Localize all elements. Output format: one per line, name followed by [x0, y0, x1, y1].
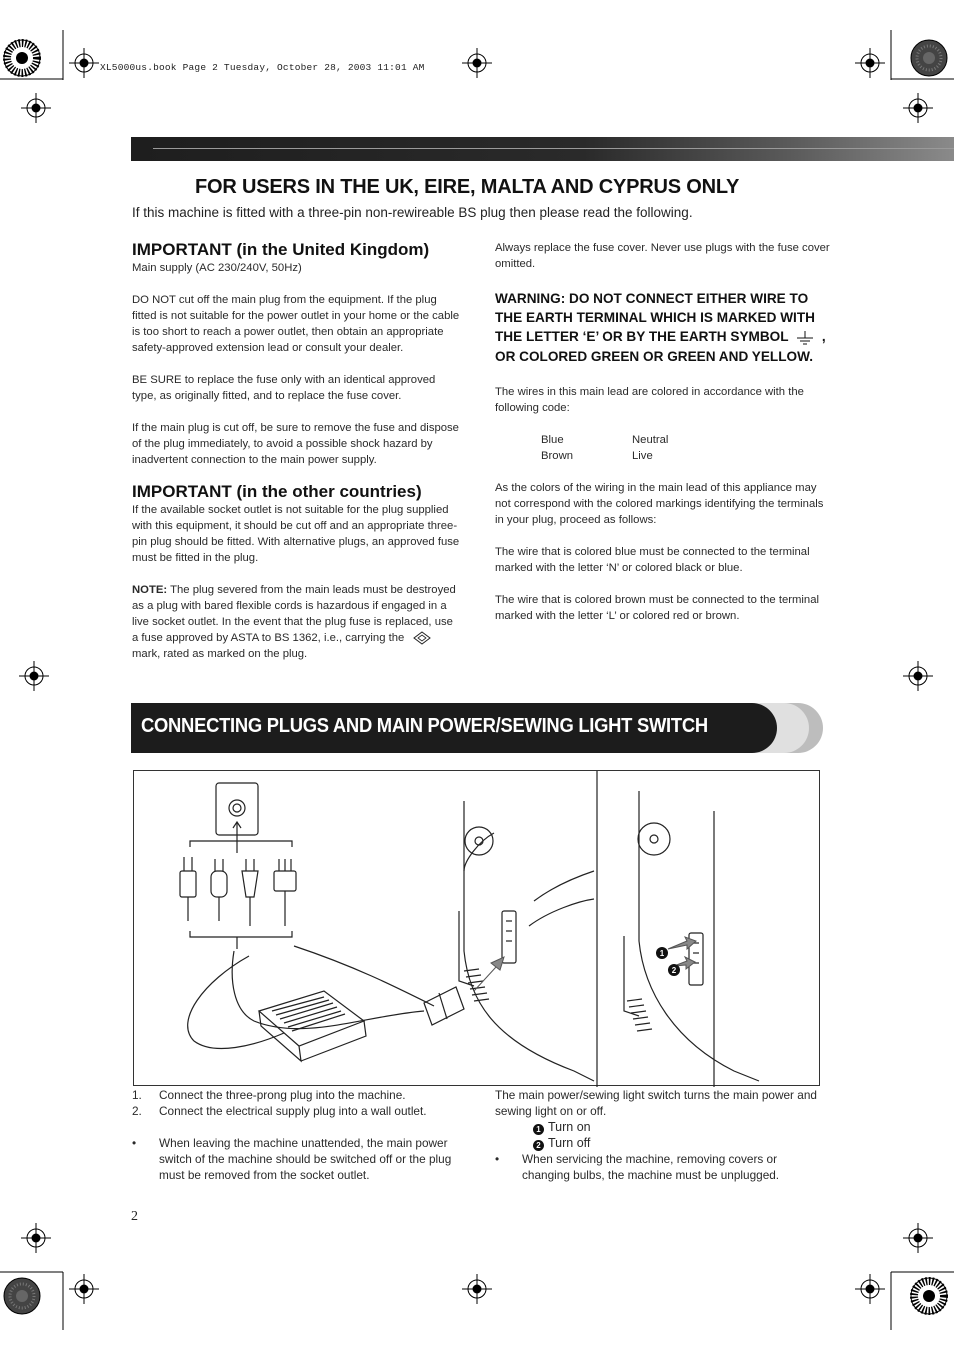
earth-symbol-icon: [792, 331, 818, 345]
wire-row: Brown Live: [541, 449, 653, 462]
callout-1: 1: [659, 949, 665, 958]
wire-row: Blue Neutral: [541, 433, 669, 446]
connection-diagram: [134, 771, 821, 1087]
section-header-bar: [131, 703, 823, 753]
steps-list: [132, 1087, 462, 1183]
para-blue-wire: The wire that is colored blue must be connected to the terminal marked with the letter ‘N’ or colored black or blue.: [495, 545, 810, 574]
list-item: 2. Connect the electrical supply plug into a wall outlet.: [132, 1104, 427, 1118]
note-text-a: The plug severed from the main leads must be destroyed as a plug with bared flexible cords is hazardous if engaged in a live socket outlet. In the event that the plug fuse is replaced, use a fuse approved by ASTA to BS 1362, i.e., carrying the: [132, 584, 456, 644]
switch-item-on: 1 Turn on: [533, 1119, 825, 1135]
page-number: 2: [131, 1209, 138, 1224]
list-item: • When servicing the machine, removing covers or changing bulbs, the machine must be unplugged.: [495, 1151, 825, 1183]
uk-section-intro: If this machine is fitted with a three-pin non-rewireable BS plug then please read the following.: [132, 205, 693, 220]
steps-column: [132, 1087, 462, 1183]
uk-section-title: FOR USERS IN THE UK, EIRE, MALTA AND CYPRUS ONLY: [195, 176, 740, 198]
list-item: • When leaving the machine unattended, the main power switch of the machine should be switched off or the plug must be removed from the socket outlet.: [132, 1135, 462, 1183]
main-supply-text: Main supply (AC 230/240V, 50Hz): [132, 262, 302, 274]
note-text-b: mark, rated as marked on the plug.: [132, 648, 308, 660]
warning-text-a: WARNING: DO NOT CONNECT EITHER WIRE TO THE EARTH TERMINAL WHICH IS MARKED WITH THE LETTER ‘E’ OR BY THE EARTH SYMBOL: [495, 291, 815, 345]
switch-intro: The main power/sewing light switch turns the main power and sewing light on or off.: [495, 1088, 817, 1118]
switch-items: [533, 1119, 825, 1151]
warning-text-b: , OR COLORED GREEN OR GREEN AND YELLOW.: [495, 329, 826, 364]
unattended-warning: When leaving the machine unattended, the main power switch of the machine should be switched off or the plug must be removed from the socket outlet.: [159, 1136, 452, 1182]
asta-mark-icon: [407, 631, 437, 645]
heading-important-other: IMPORTANT (in the other countries): [132, 482, 422, 501]
top-decorative-band: [131, 137, 954, 161]
callout-icon: 1: [533, 1124, 544, 1135]
callout-icon: 2: [533, 1140, 544, 1151]
para-do-not-cut: DO NOT cut off the main plug from the equipment. If the plug fitted is not suitable for the power outlet in your home or the cable is too short to reach a power outlet, then obtain an appropriate safety-approved extension lead or consult your dealer.: [132, 294, 460, 354]
section-title-connecting-plugs: CONNECTING PLUGS AND MAIN POWER/SEWING LIGHT SWITCH: [141, 715, 708, 737]
warning-earth-terminal: [495, 289, 830, 366]
para-fuse-cover: Always replace the fuse cover. Never use plugs with the fuse cover omitted.: [495, 242, 830, 270]
left-column: [132, 240, 462, 678]
para-wiring-colors: As the colors of the wiring in the main lead of this appliance may not correspond with the colored markings identifying the terminals in your plug, proceed as follows:: [495, 481, 824, 526]
para-plug-cut-off: If the main plug is cut off, be sure to remove the fuse and dispose of the plug immediately, to avoid a possible shock hazard by inadvertent connection to the main power supply.: [132, 422, 459, 466]
callout-2: 2: [671, 966, 677, 975]
note-label: NOTE:: [132, 584, 168, 596]
para-be-sure: BE SURE to replace the fuse only with an identical approved type, as originally fitted, and to replace the fuse cover.: [132, 374, 436, 402]
connection-illustration: [133, 770, 820, 1086]
right-column: [495, 240, 830, 640]
list-item: 1. Connect the three-prong plug into the machine.: [132, 1088, 406, 1102]
servicing-warning: When servicing the machine, removing covers or changing bulbs, the machine must be unplugged.: [522, 1152, 780, 1182]
para-brown-wire: The wire that is colored brown must be connected to the terminal marked with the letter ‘L’ or colored red or brown.: [495, 593, 820, 622]
note-paragraph: [132, 582, 462, 662]
wire-code-table: [541, 432, 830, 464]
heading-important-uk: IMPORTANT (in the United Kingdom): [132, 240, 430, 259]
file-header: XL5000us.book Page 2 Tuesday, October 28, 2003 11:01 AM: [100, 62, 425, 73]
para-wires-intro: The wires in this main lead are colored in accordance with the following code:: [495, 385, 804, 414]
para-socket-outlet: If the available socket outlet is not suitable for the plug supplied with this equipment, it should be cut off and an appropriate three-pin plug should be fitted. With alternative plugs, an approved fuse must be fitted in the plug.: [132, 504, 460, 564]
switch-column: [495, 1087, 825, 1183]
switch-item-off: 2 Turn off: [533, 1135, 825, 1151]
